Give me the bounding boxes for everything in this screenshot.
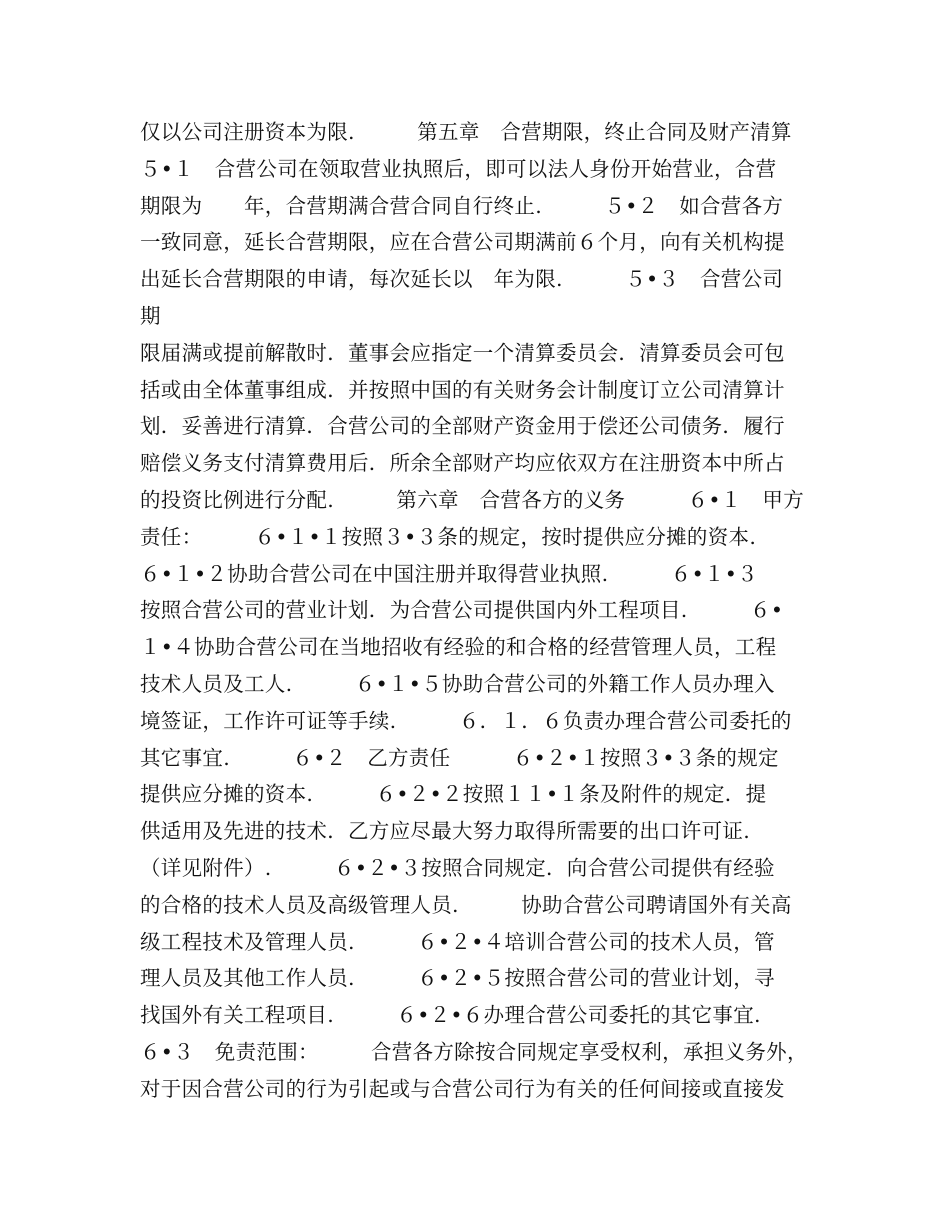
text-line: 理人员及其他工作人员. ６•２•５按照合营公司的营业计划，寻 — [140, 966, 775, 991]
text-line: １•４协助合营公司在当地招收有经验的和合格的经营管理人员，工程 — [140, 635, 777, 660]
text-line: 赔偿义务支付清算费用后．所余全部财产均应依双方在注册资本中所占 — [140, 451, 785, 476]
body-text — [140, 114, 830, 1108]
text-line: 仅以公司注册资本为限. 第五章 合营期限，终止合同及财产清算 — [140, 120, 792, 144]
text-line: 期限为 年，合营期满合营合同自行终止. ５•２ 如合营各方 — [140, 193, 784, 218]
text-line: 对于因合营公司的行为引起或与合营公司行为有关的任何间接或直接发 — [140, 1076, 785, 1101]
text-line: 一致同意，延长合营期限，应在合营公司期满前６个月，向有关机构提 — [140, 230, 785, 255]
text-line: 技术人员及工人. ６•１•５协助合营公司的外籍工作人员办理入 — [140, 671, 775, 696]
text-line: 按照合营公司的营业计划．为合营公司提供国内外工程项目. ６• — [140, 598, 784, 623]
text-line: 划．妥善进行清算．合营公司的全部财产资金用于偿还公司债务．履行 — [140, 414, 785, 439]
text-line: ５•１ 合营公司在领取营业执照后，即可以法人身份开始营业，合营 — [140, 156, 777, 181]
text-line: 供适用及先进的技术．乙方应尽最大努力取得所需要的出口许可证. — [140, 819, 751, 844]
text-line: 的投资比例进行分配. 第六章 合营各方的义务 ６•１ 甲方 — [140, 487, 805, 512]
text-line: 括或由全体董事组成．并按照中国的有关财务会计制度订立公司清算计 — [140, 377, 785, 402]
text-line: ６•１•２协助合营公司在中国注册并取得营业执照. ６•１•３ — [140, 561, 758, 586]
text-line: 责任： ６•１•１按照３•３条的规定，按时提供应分摊的资本. — [140, 524, 757, 549]
text-line: 出延长合营期限的申请，每次延长以 年为限. ５•３ 合营公司 — [140, 267, 784, 292]
text-line: ６•３ 免责范围： 合营各方除按合同规定享受权利，承担义务外， — [140, 1039, 808, 1064]
text-line: 级工程技术及管理人员. ６•２•４培训合营公司的技术人员，管 — [140, 929, 775, 954]
text-line: 提供应分摊的资本. ６•２•２按照１１•１条及附件的规定．提 — [140, 782, 767, 807]
text-line: （详见附件）. ６•２•３按照合同规定．向合营公司提供有经验 — [140, 855, 775, 880]
text-line: 境签证，工作许可证等手续. ６．１．６负责办理合营公司委托的 — [140, 708, 792, 733]
text-line: 限届满或提前解散时．董事会应指定一个清算委员会．清算委员会可包 — [140, 340, 785, 365]
text-line: 的合格的技术人员及高级管理人员. 协助合营公司聘请国外有关高 — [140, 892, 792, 917]
text-line: 其它事宜. ６•２ 乙方责任 ６•２•１按照３•３条的规定 — [140, 745, 779, 770]
text-line: 期 — [140, 303, 161, 328]
text-line: 找国外有关工程项目. ６•２•６办理合营公司委托的其它事宜. — [140, 1003, 761, 1028]
